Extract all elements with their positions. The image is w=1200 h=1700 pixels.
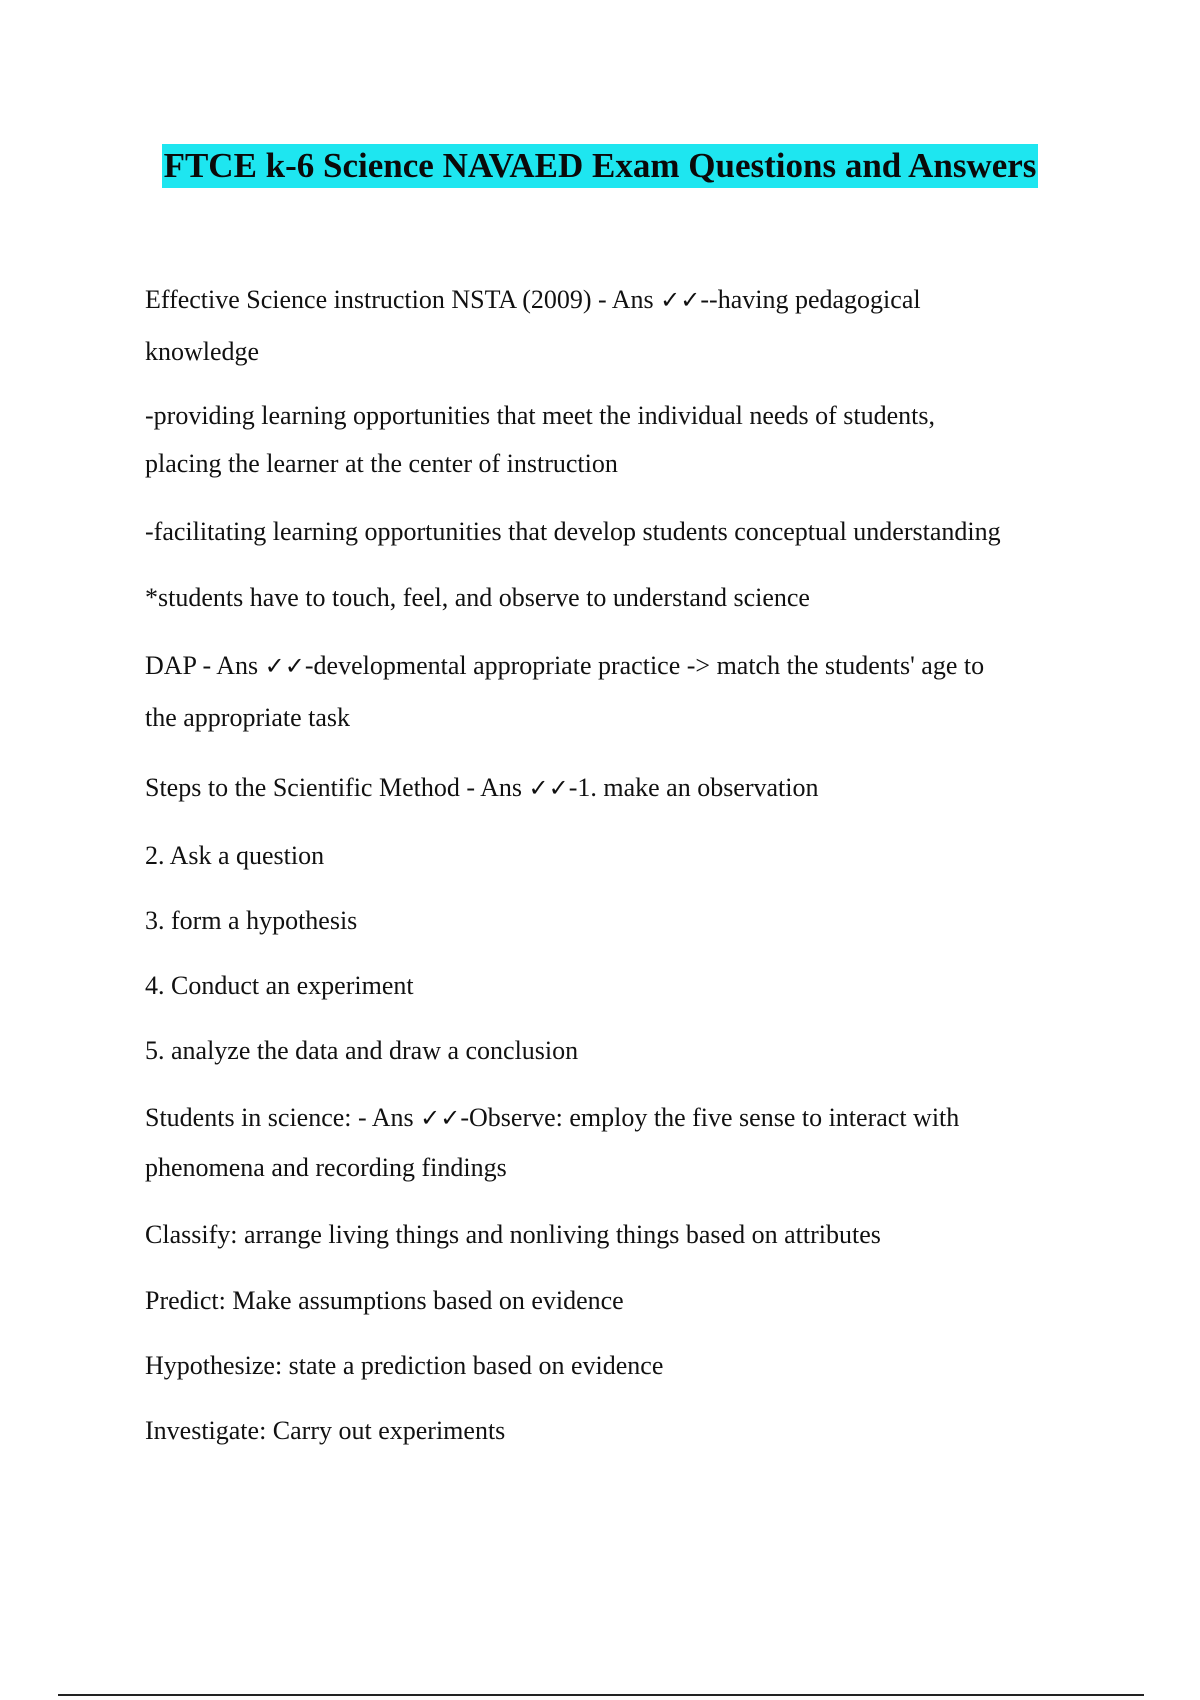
skill-investigate (145, 1405, 1085, 1457)
text-line: *students have to touch, feel, and observe to understand science (145, 583, 810, 612)
text-line (145, 640, 1085, 692)
qa-facilitating (145, 506, 1085, 558)
text-line: 2. Ask a question (145, 841, 325, 870)
text-line: -providing learning opportunities that meet the individual needs of students, (145, 401, 935, 430)
text-line: knowledge (145, 337, 260, 366)
question-text: Effective Science instruction NSTA (2009) - Ans (145, 285, 661, 314)
document-title: FTCE k-6 Science NAVAED Exam Questions and Answers (162, 144, 1039, 188)
footer-divider (58, 1694, 1144, 1696)
qa-students-touch (145, 572, 1085, 624)
skill-classify (145, 1209, 1085, 1261)
answer-check-icon: ✓✓ (420, 1104, 461, 1132)
answer-text: --having pedagogical (700, 285, 921, 314)
qa-dap (145, 640, 1085, 744)
text-line: Hypothesize: state a prediction based on evidence (145, 1351, 664, 1380)
question-text: Students in science: - Ans (145, 1103, 421, 1132)
answer-text: -developmental appropriate practice -> match the students' age to (304, 651, 985, 680)
text-line (145, 1093, 1085, 1143)
answer-text: -Observe: employ the five sense to interact with (460, 1103, 960, 1132)
text-line: Classify: arrange living things and nonliving things based on attributes (145, 1220, 881, 1249)
text-line: 4. Conduct an experiment (145, 971, 414, 1000)
text-line: Investigate: Carry out experiments (145, 1416, 506, 1445)
step-5 (145, 1025, 1085, 1077)
text-line: 3. form a hypothesis (145, 906, 358, 935)
text-line: 5. analyze the data and draw a conclusion (145, 1036, 579, 1065)
skill-hypothesize (145, 1340, 1085, 1392)
text-line (145, 762, 1085, 814)
step-4 (145, 960, 1085, 1012)
qa-effective-science (145, 274, 1085, 378)
answer-check-icon: ✓✓ (660, 286, 701, 314)
step-2 (145, 830, 1085, 882)
text-line: Predict: Make assumptions based on evidence (145, 1286, 624, 1315)
title-block (0, 144, 1200, 188)
qa-students-in-science (145, 1093, 1085, 1193)
text-line: placing the learner at the center of instruction (145, 449, 618, 478)
text-line: phenomena and recording findings (145, 1153, 507, 1182)
qa-scientific-method (145, 762, 1085, 814)
answer-check-icon: ✓✓ (264, 652, 305, 680)
step-3 (145, 895, 1085, 947)
text-line: -facilitating learning opportunities that develop students conceptual understanding (145, 517, 1001, 546)
text-line: the appropriate task (145, 703, 351, 732)
answer-text: -1. make an observation (568, 773, 819, 802)
question-text: DAP - Ans (145, 651, 265, 680)
text-line (145, 274, 1085, 326)
answer-check-icon: ✓✓ (528, 774, 569, 802)
qa-providing (145, 392, 1085, 488)
skill-predict (145, 1275, 1085, 1327)
question-text: Steps to the Scientific Method - Ans (145, 773, 529, 802)
